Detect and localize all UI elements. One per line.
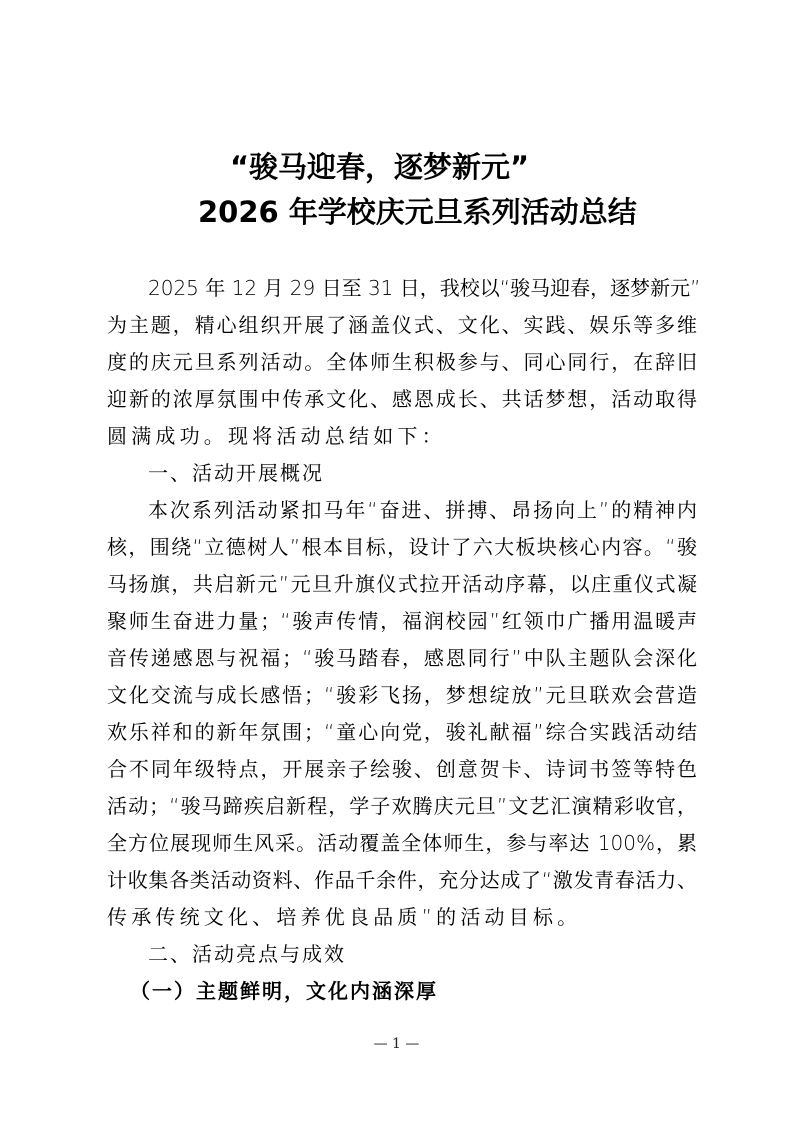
title-line-1: “骏马迎春，逐梦新元” <box>230 150 530 184</box>
paragraph-line: 活动；“骏马蹄疾启新程，学子欢腾庆元旦”文艺汇演精彩收官， <box>107 794 697 818</box>
paragraph-line: 音传递感恩与祝福；“骏马踏春，感恩同行”中队主题队会深化 <box>107 646 697 670</box>
section-heading-2: 二、活动亮点与成效 <box>148 942 346 966</box>
paragraph-line: 本次系列活动紧扣马年“奋进、拼搏、昂扬向上”的精神内 <box>148 498 697 522</box>
paragraph-line: 圆满成功。现将活动总结如下： <box>107 424 446 448</box>
paragraph-line: 度的庆元旦系列活动。全体师生积极参与、同心同行，在辞旧 <box>107 350 697 374</box>
paragraph-line: 迎新的浓厚氛围中传承文化、感恩成长、共话梦想，活动取得 <box>107 387 697 411</box>
paragraph-line: 为主题，精心组织开展了涵盖仪式、文化、实践、娱乐等多维 <box>107 313 697 337</box>
section-heading-1: 一、活动开展概况 <box>148 461 324 485</box>
paragraph-line: 合不同年级特点，开展亲子绘骏、创意贺卡、诗词书签等特色 <box>107 757 697 781</box>
paragraph-line: 聚师生奋进力量；“骏声传情，福润校园”红领巾广播用温暖声 <box>107 609 697 633</box>
title-line-2: 2026 年学校庆元旦系列活动总结 <box>198 195 637 229</box>
paragraph-line: 文化交流与成长感悟；“骏彩飞扬，梦想绽放”元旦联欢会营造 <box>107 683 697 707</box>
paragraph-line: 2025 年 12 月 29 日至 31 日，我校以“骏马迎春，逐梦新元” <box>148 276 701 300</box>
subsection-heading-1: （一）主题鲜明，文化内涵深厚 <box>130 979 438 1003</box>
page-number: — 1 — <box>373 1036 420 1052</box>
paragraph-line: 全方位展现师生风采。活动覆盖全体师生，参与率达 100%，累 <box>107 831 697 855</box>
paragraph-line: 核，围绕“立德树人”根本目标，设计了六大板块核心内容。“骏 <box>107 535 697 559</box>
paragraph-line: 欢乐祥和的新年氛围；“童心向党，骏礼献福”综合实践活动结 <box>107 720 697 744</box>
paragraph-line: 计收集各类活动资料、作品千余件，充分达成了“激发青春活力、 <box>107 868 697 892</box>
paragraph-line: 马扬旗，共启新元”元旦升旗仪式拉开活动序幕，以庄重仪式凝 <box>107 572 697 596</box>
paragraph-line: 传承传统文化、培养优良品质”的活动目标。 <box>107 905 582 929</box>
